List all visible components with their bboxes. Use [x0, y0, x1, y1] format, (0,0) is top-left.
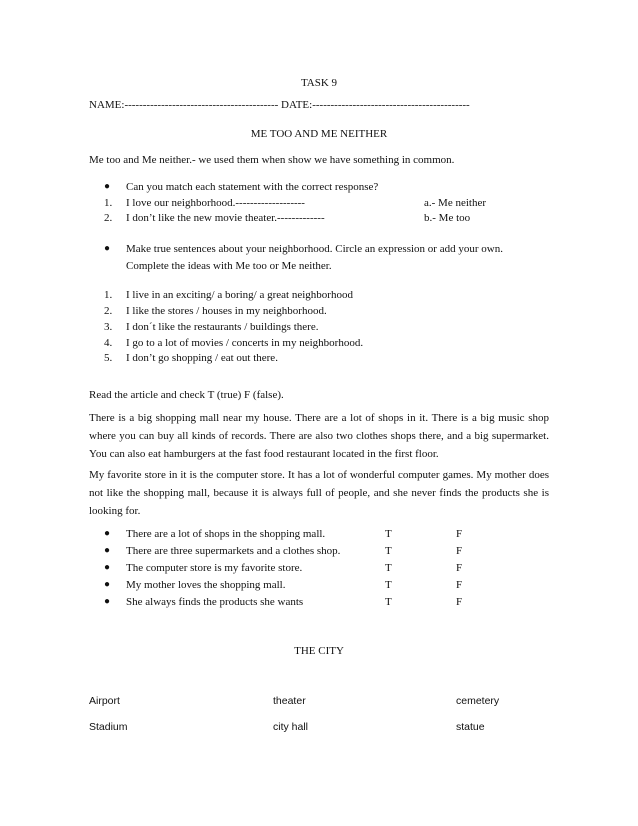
tf-statement: My mother loves the shopping mall. — [126, 579, 286, 591]
bullet-icon: ● — [104, 562, 111, 573]
vocab-word: theater — [273, 695, 306, 707]
match-response: a.- Me neither — [424, 197, 486, 209]
list-number: 2. — [104, 212, 113, 224]
false-option[interactable]: F — [456, 579, 463, 591]
bullet-icon: ● — [104, 243, 111, 254]
vocab-word: statue — [456, 721, 485, 733]
bullet-icon: ● — [104, 181, 111, 192]
match-statement: I love our neighborhood.------------------- — [126, 197, 305, 209]
sentence-item: I go to a lot of movies / concerts in my neighborhood. — [126, 337, 364, 349]
false-option[interactable]: F — [456, 545, 463, 557]
match-response: b.- Me too — [424, 212, 471, 224]
false-option[interactable]: F — [456, 528, 463, 540]
true-option[interactable]: T — [385, 545, 392, 557]
list-number: 4. — [104, 337, 113, 349]
list-number: 5. — [104, 352, 113, 364]
article-instruction: Read the article and check T (true) F (false). — [89, 389, 284, 401]
true-option[interactable]: T — [385, 579, 392, 591]
bullet-icon: ● — [104, 528, 111, 539]
tf-statement: There are a lot of shops in the shopping mall. — [126, 528, 326, 540]
sentence-item: I don’t go shopping / eat out there. — [126, 352, 278, 364]
vocab-word: city hall — [273, 721, 309, 733]
vocab-word: cemetery — [456, 695, 500, 707]
article-paragraph: My favorite store in it is the computer store. It has a lot of wonderful computer games. My mother does not like the shopping mall, because it is always full of people, and she never finds the products she is looking for. — [89, 469, 549, 517]
article-paragraph: There is a big shopping mall near my house. There are a lot of shops in it. There is a big music shop where you can buy all kinds of records. There are also two clothes shops there, and a big supermarket. You can also eat hamburgers at the fast food restaurant located in the first floor. — [89, 412, 549, 460]
city-heading: THE CITY — [294, 645, 344, 657]
vocab-word: Stadium — [89, 721, 128, 733]
false-option[interactable]: F — [456, 562, 463, 574]
name-date-line: NAME:------------------------------------------ DATE:------------------------------------------- — [89, 99, 470, 111]
sentence-item: I don´t like the restaurants / buildings there. — [126, 321, 319, 333]
true-option[interactable]: T — [385, 528, 392, 540]
bullet-icon: ● — [104, 596, 111, 607]
bullet-icon: ● — [104, 545, 111, 556]
tf-statement: There are three supermarkets and a clothes shop. — [126, 545, 341, 557]
section-title: ME TOO AND ME NEITHER — [250, 128, 388, 140]
sentences-instruction: Complete the ideas with Me too or Me neither. — [126, 260, 332, 272]
false-option[interactable]: F — [456, 596, 463, 608]
vocab-word: Airport — [89, 695, 120, 707]
match-statement: I don’t like the new movie theater.------------- — [126, 212, 325, 224]
list-number: 2. — [104, 305, 113, 317]
bullet-icon: ● — [104, 579, 111, 590]
true-option[interactable]: T — [385, 562, 392, 574]
list-number: 1. — [104, 289, 113, 301]
tf-statement: The computer store is my favorite store. — [126, 562, 303, 574]
sentence-item: I like the stores / houses in my neighborhood. — [126, 305, 327, 317]
match-question: Can you match each statement with the correct response? — [126, 181, 379, 193]
sentence-item: I live in an exciting/ a boring/ a great neighborhood — [126, 289, 353, 301]
tf-statement: She always finds the products she wants — [126, 596, 304, 608]
list-number: 3. — [104, 321, 113, 333]
list-number: 1. — [104, 197, 113, 209]
intro-text: Me too and Me neither.- we used them when show we have something in common. — [89, 154, 455, 166]
true-option[interactable]: T — [385, 596, 392, 608]
page-title: TASK 9 — [300, 77, 338, 89]
sentences-instruction: Make true sentences about your neighborhood. Circle an expression or add your own. — [126, 243, 503, 255]
